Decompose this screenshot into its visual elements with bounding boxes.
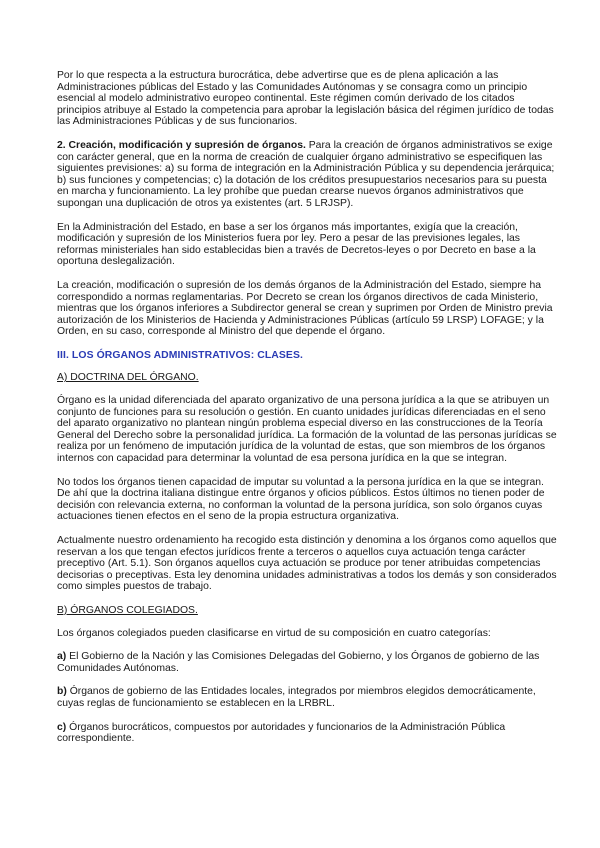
subsection-a-title: A) DOCTRINA DEL ÓRGANO. <box>57 372 199 384</box>
paragraph-structure: Por lo que respecta a la estructura burocrática, debe advertirse que es de plena aplicación a las Administraciones públicas del Estado y las Comunidades Autónomas y se consagra como un principio esencial al modelo administrativo europeo continental. Este régimen común derivado de los citados principios atribuye al Estado la competencia para aprobar la legislación básica del régimen jurídico de todas las Administraciones Públicas y de sus funcionarios. <box>57 70 554 128</box>
section-2-title: 2. Creación, modificación y supresión de órganos. <box>57 139 306 151</box>
paragraph-creation <box>57 140 557 210</box>
paragraph-organ-definition: Órgano es la unidad diferenciada del aparato organizativo de una persona jurídica a la que se atribuyen un conjunto de funciones para su resolución o gestión. En cuanto unidades jurídicas diferenciadas en el seno del aparato organizativo no plantean ningún problema especial diverso en las construcciones de la Teoría General del Derecho sobre la personalidad jurídica. La formación de la voluntad de las personas jurídicas se realiza por un fenómeno de imputación jurídica de la voluntad de estas, que son miembros de los órganos internos con capacidad para determinar la voluntad de esa persona jurídica en la que se integran. <box>57 395 557 465</box>
text-column <box>57 70 557 757</box>
list-item-b-text: Órganos de gobierno de las Entidades locales, integrados por miembros elegidos democráticamente, cuyas reglas de funcionamiento se establecen en la LRBRL. <box>57 686 536 709</box>
list-item-b-label: b) <box>57 686 67 698</box>
paragraph-current-law: Actualmente nuestro ordenamiento ha recogido esta distinción y denomina a los órganos como aquellos que reservan a los que tengan efectos jurídicos frente a terceros o aquellos cuya actuación tenga carácter preceptivo (Art. 5.1). Son órganos aquellos cuya actuación se produce por tener atribuidas competencias decisorias o preceptivas. Esta ley denomina unidades administrativas a todos los demás y son considerados como simples puestos de trabajo. <box>57 535 557 593</box>
list-item-c-label: c) <box>57 721 67 733</box>
paragraph-organ-capacity: No todos los órganos tienen capacidad de imputar su voluntad a la persona jurídica en la que se integran. De ahí que la doctrina italiana distingue entre órganos y oficios públicos. Éstos últimos no tienen poder de decisión con relevancia externa, no conforman la voluntad de la persona jurídica, son solo órganos cuyas actuaciones tienen efectos en el seno de la propia estructura organizativa. <box>57 476 545 523</box>
list-item-a-label: a) <box>57 651 67 663</box>
paragraph-other-organs: La creación, modificación o supresión de los demás órganos de la Administración del Estado, siempre ha correspondido a normas reglamentarias. Por Decreto se crean los órganos directivos de cada Ministerio, mientras que los órganos inferiores a Subdirector general se crean y suprimen por Orden de Ministro previa autorización de los Ministerios de Hacienda y Administraciones Públicas (artículo 59 LRSP) LOFAGE; y la Orden, en su caso, corresponde al Ministro del que depende el órgano. <box>57 279 553 338</box>
subsection-b-title: B) ÓRGANOS COLEGIADOS. <box>57 604 198 616</box>
list-item-c-text: Órganos burocráticos, compuestos por autoridades y funcionarios de la Administración Pública correspondiente. <box>57 721 506 745</box>
list-item-b <box>57 686 557 709</box>
list-item-a-text: El Gobierno de la Nación y las Comisiones Delegadas del Gobierno, y los Órganos de gobierno de las Comunidades Autónomas. <box>57 651 540 674</box>
paragraph-collegiate-intro: Los órganos colegiados pueden clasificarse en virtud de su composición en cuatro categorías: <box>57 627 491 639</box>
paragraph-creation-text: Para la creación de órganos administrativos se exige con carácter general, que en la norma de creación de cualquier órgano administrativo se especifiquen las siguientes previsiones: a) su forma de integración en la Administración Pública y su dependencia jerárquica; b) sus funciones y competencias; c) la dotación de los créditos presupuestarios necesarios para su puesta en marcha y funcionamiento. La ley prohíbe que puedan crearse nuevos órganos administrativos que supongan una duplicación de otros ya existentes (art. 5 LRJSP). <box>57 139 555 209</box>
section-3-heading: III. LOS ÓRGANOS ADMINISTRATIVOS: CLASES. <box>57 349 303 361</box>
list-item-c <box>57 722 557 745</box>
list-item-a <box>57 651 557 674</box>
paragraph-ministries: En la Administración del Estado, en base a ser los órganos más importantes, exigía que la creación, modificación y supresión de los Ministerios fuera por ley. Pero a pesar de las previsiones legales, las reformas ministeriales han sido establecidas bien a través de Decretos-leyes o por Decreto en base a la oportuna deslegalización. <box>57 221 536 268</box>
